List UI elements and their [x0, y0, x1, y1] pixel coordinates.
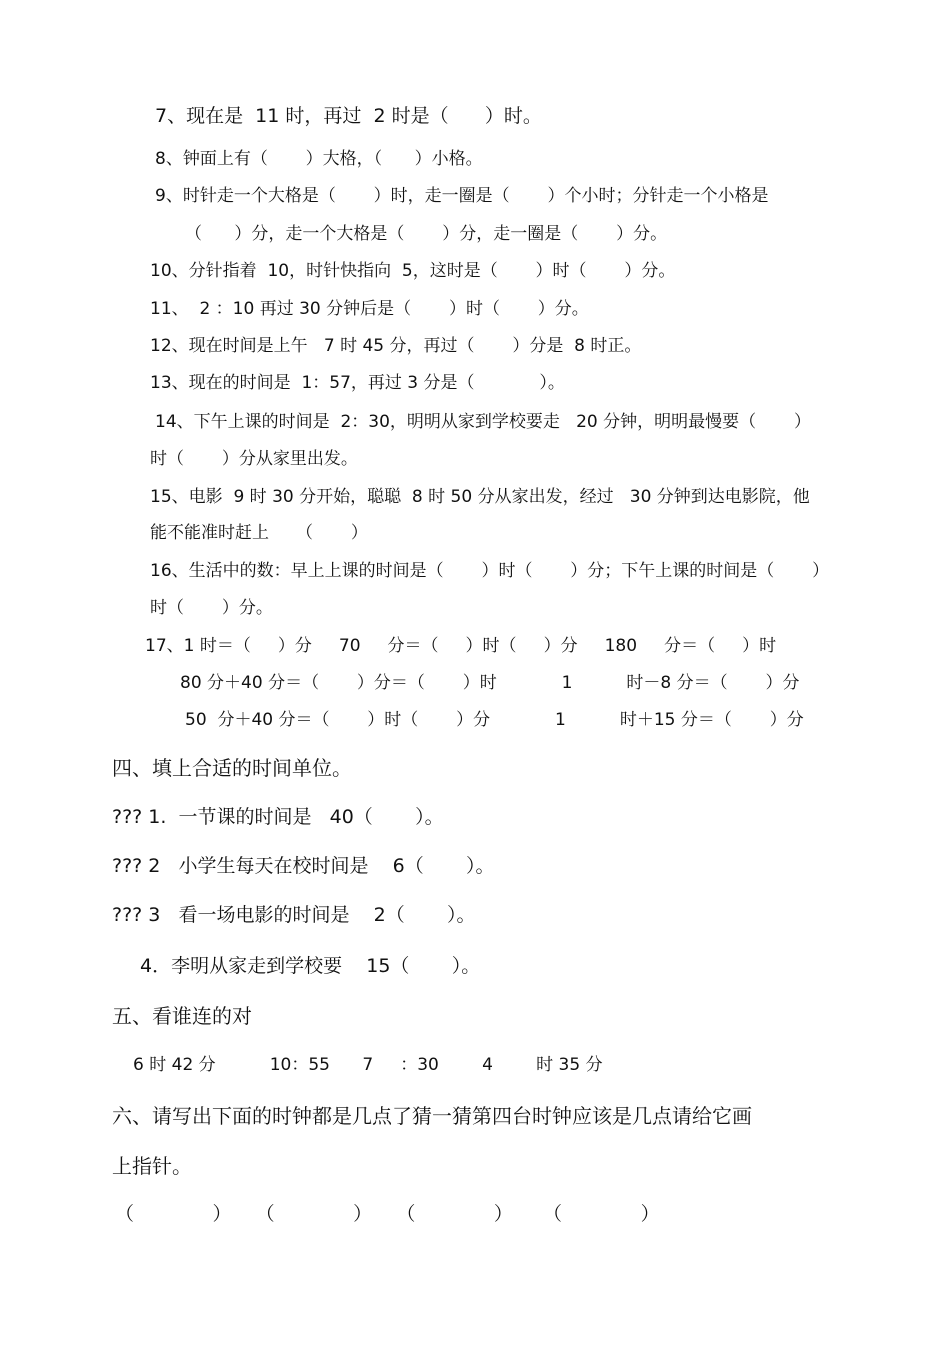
section-4-item-4: 4．李明从家走到学校要 15（ ）。 — [140, 955, 481, 977]
question-14-line2: 时（ ）分从家里出发。 — [150, 449, 358, 469]
section-4-item-2: ??? 2 小学生每天在校时间是 6（ ）。 — [112, 855, 495, 877]
question-10: 10、分针指着 10，时针快指向 5，这时是（ ）时（ ）分。 — [150, 261, 676, 281]
section-4-item-3: ??? 3 看一场电影的时间是 2（ ）。 — [112, 904, 476, 926]
question-14-line1: 14、下午上课的时间是 2：30，明明从家到学校要走 20 分钟，明明最慢要（ ） — [155, 412, 811, 432]
section-5-title: 五、看谁连的对 — [112, 1004, 252, 1028]
question-8: 8、钟面上有（ ）大格，（ ）小格。 — [155, 149, 483, 169]
question-15-line2: 能不能准时赶上 （ ） — [150, 523, 368, 543]
question-13: 13、现在的时间是 1：57，再过 3 分是（ ）。 — [150, 373, 565, 393]
section-6-blanks: （ ） （ ） （ ） （ ） — [115, 1203, 660, 1225]
question-9-line1: 9、时针走一个大格是（ ）时，走一圈是（ ）个小时；分针走一个小格是 — [155, 186, 769, 206]
section-4-item-1: ??? 1. 一节课的时间是 40（ ）。 — [112, 806, 444, 828]
question-7: 7、现在是 11 时，再过 2 时是（ ）时。 — [155, 105, 542, 127]
section-6-title-line1: 六、请写出下面的时钟都是几点了猜一猜第四台时钟应该是几点请给它画 — [112, 1104, 752, 1128]
question-15-line1: 15、电影 9 时 30 分开始，聪聪 8 时 50 分从家出发，经过 30 分钟到达电影院，他 — [150, 487, 810, 507]
question-16-line2: 时（ ）分。 — [150, 598, 273, 618]
question-9-line2: （ ）分，走一个大格是（ ）分，走一圈是（ ）分。 — [185, 224, 668, 244]
section-5-times: 6 时 42 分 10：55 7 ：30 4 时 35 分 — [133, 1055, 603, 1075]
section-6-title-line2: 上指针。 — [112, 1154, 192, 1178]
question-12: 12、现在时间是上午 7 时 45 分，再过（ ）分是 8 时正。 — [150, 336, 642, 356]
question-17-line2: 80 分＋40 分＝（ ）分＝（ ）时 1 时－8 分＝（ ）分 — [180, 673, 800, 693]
question-11: 11、 2 ：10 再过 30 分钟后是（ ）时（ ）分。 — [150, 299, 589, 319]
question-16-line1: 16、生活中的数：早上上课的时间是（ ）时（ ）分；下午上课的时间是（ ） — [150, 561, 830, 581]
question-17-line1: 17、1 时＝（ ）分 70 分＝（ ）时（ ）分 180 分＝（ ）时 — [145, 636, 777, 656]
question-17-line3: 50 分＋40 分＝（ ）时（ ）分 1 时＋15 分＝（ ）分 — [185, 710, 804, 730]
section-4-title: 四、填上合适的时间单位。 — [112, 756, 352, 780]
